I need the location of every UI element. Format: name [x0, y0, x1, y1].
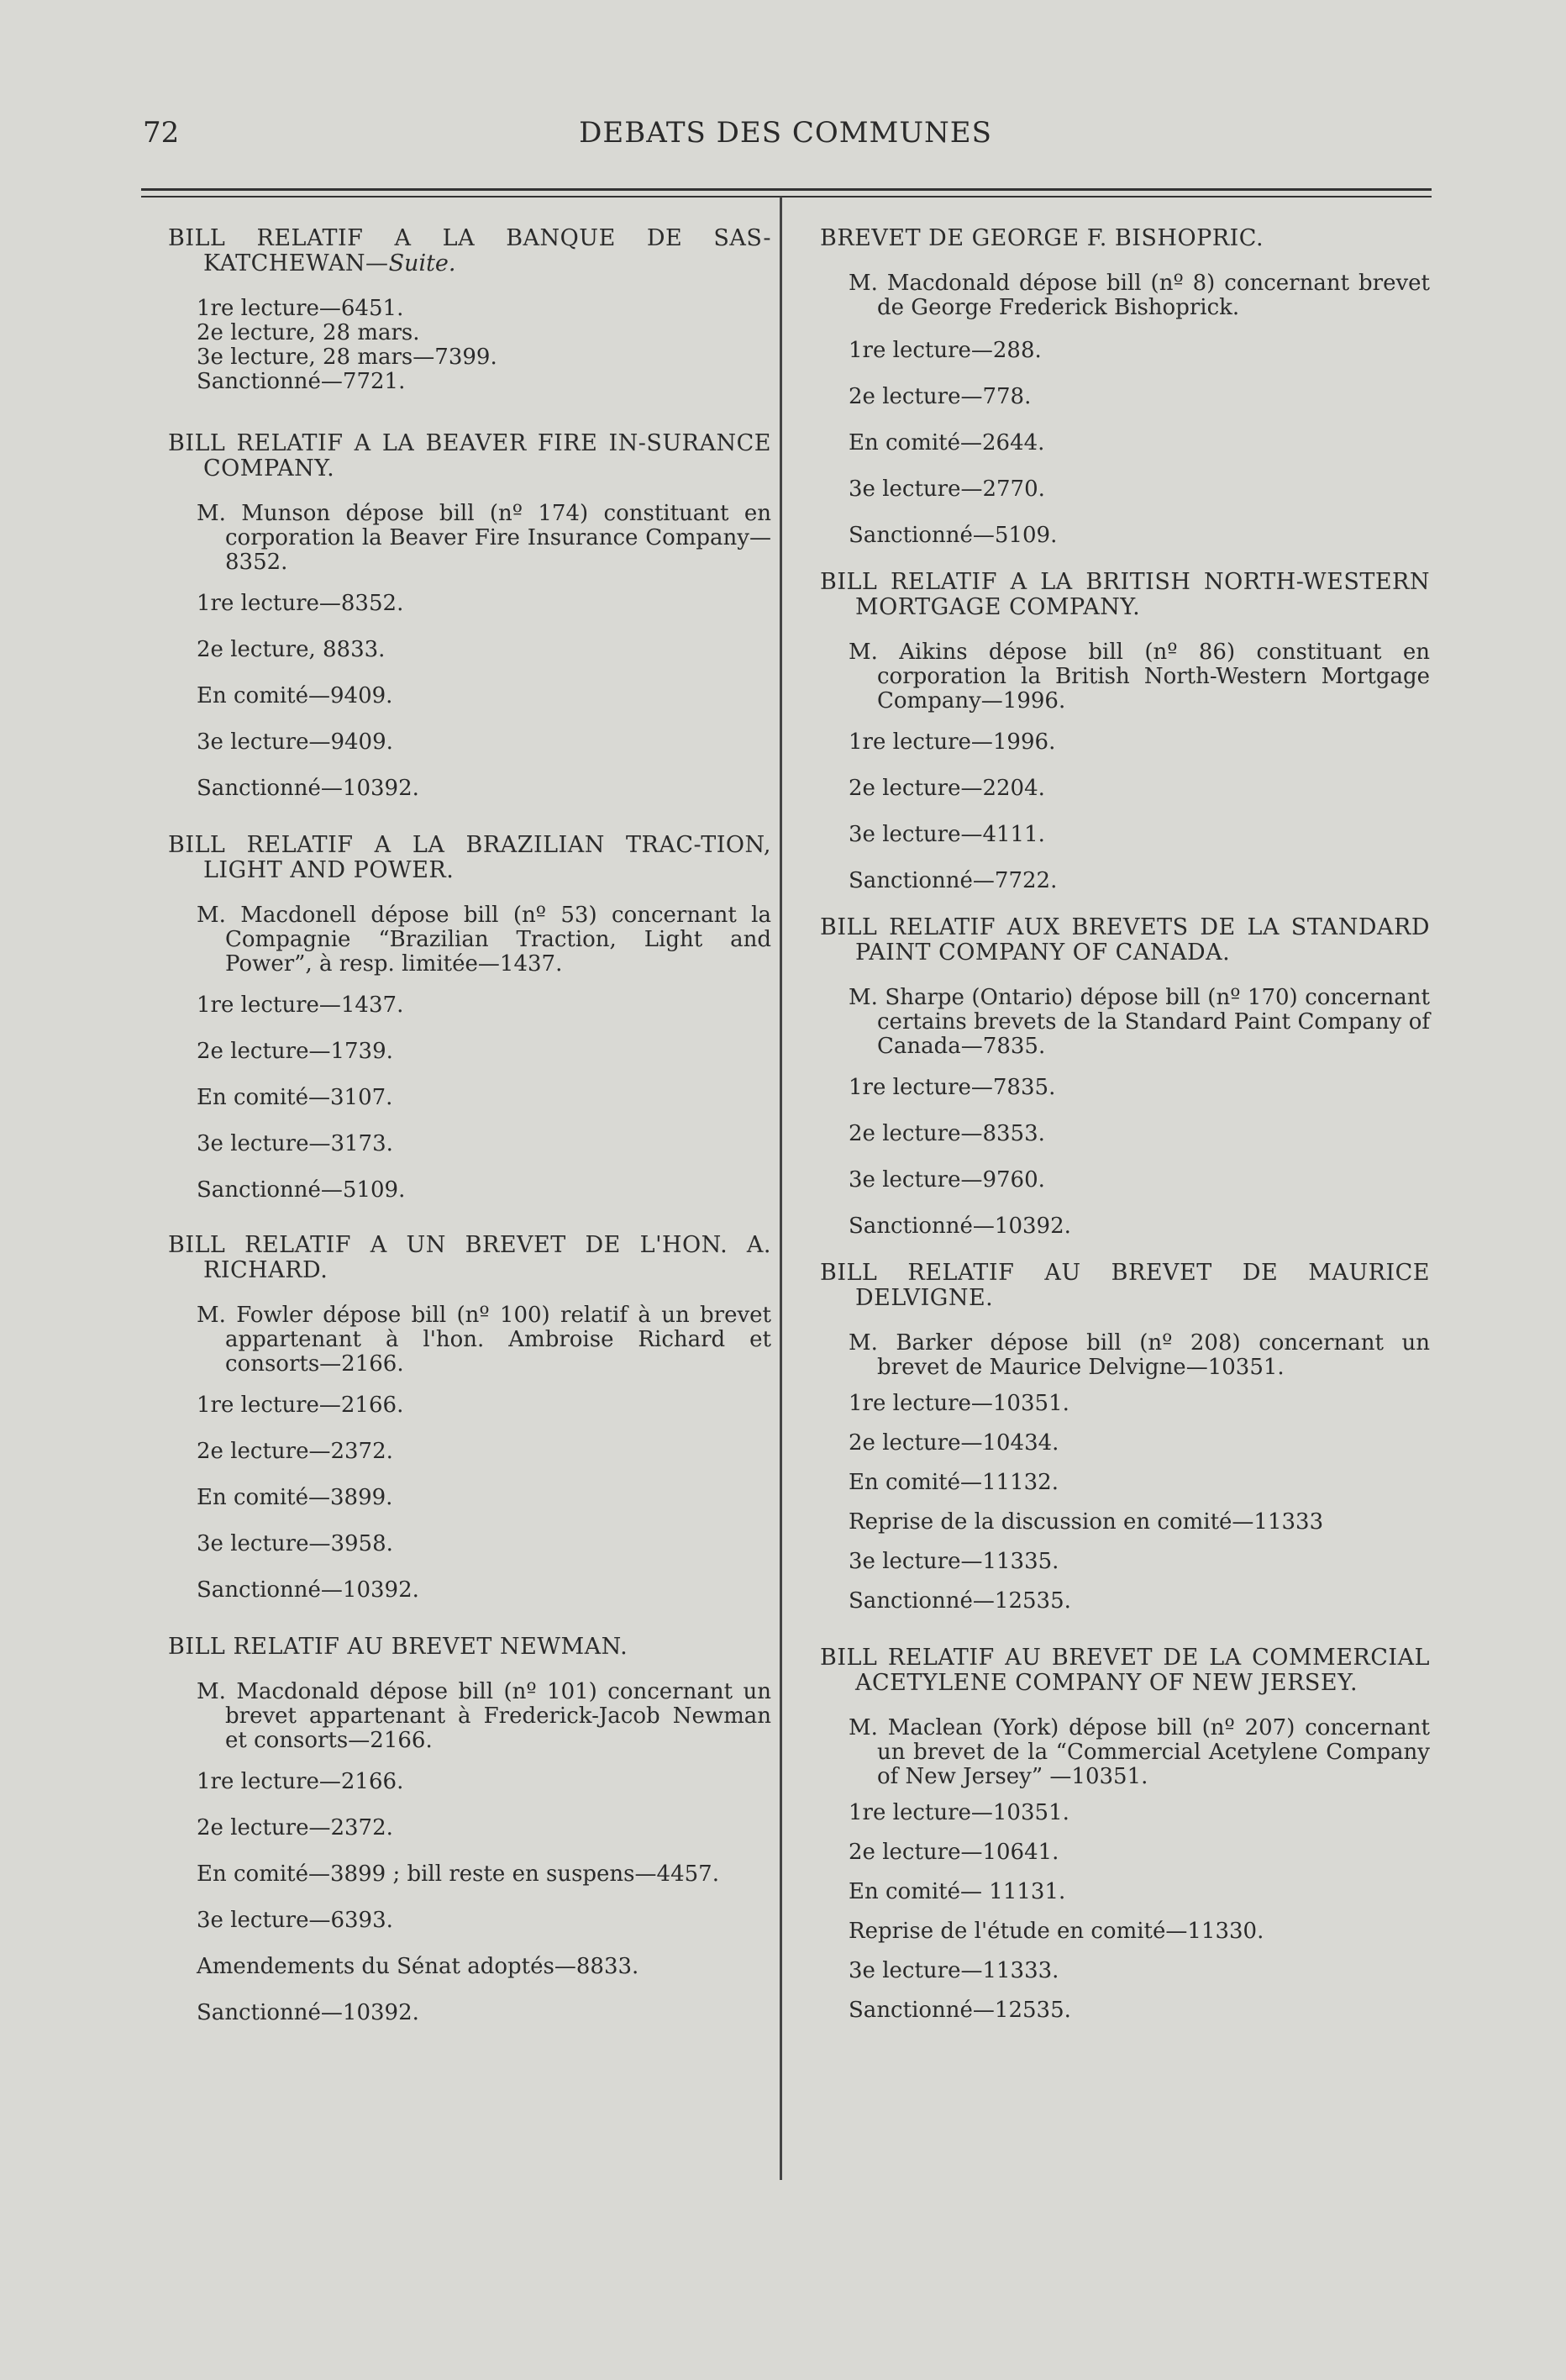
bill-title	[168, 226, 771, 276]
bill-entry	[168, 1635, 771, 2025]
bill-step: 3e lecture—11335.	[849, 1549, 1059, 1574]
bill-step: 1re lecture—2166.	[197, 1393, 404, 1418]
bill-step: Sanctionné—5109.	[197, 1177, 406, 1203]
bill-title	[820, 1645, 1430, 1696]
bill-title	[168, 1233, 771, 1283]
bill-step: 2e lecture—10641.	[849, 1840, 1059, 1865]
bill-step: 3e lecture—9409.	[197, 729, 393, 755]
bill-step: Sanctionné—10392.	[197, 2000, 419, 2025]
bill-step: En comité—3899.	[197, 1485, 393, 1510]
bill-step: 3e lecture, 28 mars—7399.	[197, 345, 497, 370]
header-rule	[141, 188, 1432, 191]
bill-step: 3e lecture—3173.	[197, 1131, 393, 1156]
bill-step: 2e lecture, 8833.	[197, 637, 386, 662]
bill-step: 1re lecture—10351.	[849, 1391, 1069, 1416]
bill-intro: M. Fowler dépose bill (nº 100) relatif à un brevet appartenant à l'hon. Ambroise Richard et consorts—2166.	[197, 1303, 771, 1377]
bill-title-text: BILL RELATIF A LA BANQUE DE SAS-KATCHEWAN—	[168, 225, 771, 276]
bill-entry	[820, 570, 1430, 893]
bill-step: Sanctionné—12535.	[849, 1588, 1071, 1614]
bill-intro: M. Macdonald dépose bill (nº 101) concernant un brevet appartenant à Frederick-Jacob Newman et consorts—2166.	[197, 1679, 771, 1753]
bill-title	[168, 1635, 771, 1660]
bill-step: En comité—9409.	[197, 683, 393, 708]
bill-title	[168, 833, 771, 883]
bill-step: 3e lecture—6393.	[197, 1908, 393, 1933]
bill-title-text: BREVET DE GEORGE F. BISHOPRIC.	[820, 225, 1264, 251]
left-column	[168, 214, 771, 2047]
bill-step: 3e lecture—9760.	[849, 1167, 1045, 1193]
page-title: DEBATS DES COMMUNES	[579, 116, 992, 150]
bill-step: En comité—2644.	[849, 430, 1045, 455]
bill-intro: M. Aikins dépose bill (nº 86) constituant en corporation la British North-Western Mortgage Company—1996.	[849, 640, 1430, 713]
bill-step: Sanctionné—12535.	[849, 1998, 1071, 2023]
bill-step: Reprise de la discussion en comité—11333	[849, 1509, 1324, 1535]
bill-entry	[820, 1645, 1430, 2023]
bill-step: Sanctionné—7721.	[197, 369, 406, 394]
bill-title	[820, 915, 1430, 966]
bill-entry	[820, 915, 1430, 1239]
bill-step: Amendements du Sénat adoptés—8833.	[197, 1954, 639, 1979]
bill-step: En comité—11132.	[849, 1470, 1059, 1495]
bill-step: 3e lecture—3958.	[197, 1531, 393, 1556]
bill-step: Sanctionné—10392.	[197, 776, 419, 801]
bill-title-text: BILL RELATIF A LA BRAZILIAN TRAC-TION, LIGHT AND POWER.	[168, 832, 771, 883]
bill-step: 2e lecture—2372.	[197, 1439, 393, 1464]
bill-entry	[168, 833, 771, 1203]
bill-title-text: BILL RELATIF AUX BREVETS DE LA STANDARD PAINT COMPANY OF CANADA.	[820, 914, 1430, 966]
bill-step: 2e lecture—778.	[849, 384, 1032, 409]
page-number: 72	[143, 116, 180, 150]
bill-step: 1re lecture—2166.	[197, 1769, 404, 1794]
bill-step: 1re lecture—8352.	[197, 591, 404, 616]
bill-step: 1re lecture—1996.	[849, 729, 1056, 755]
bill-entry	[820, 1261, 1430, 1614]
page-header	[143, 108, 1428, 158]
bill-step: 1re lecture—1437.	[197, 993, 404, 1018]
bill-entry	[168, 226, 771, 394]
bill-step: 2e lecture—1739.	[197, 1039, 393, 1064]
bill-title	[820, 570, 1430, 620]
bill-step: 2e lecture, 28 mars.	[197, 320, 420, 345]
column-divider	[780, 197, 782, 2180]
bill-step: Sanctionné—5109.	[849, 523, 1058, 548]
bill-step: Reprise de l'étude en comité—11330.	[849, 1919, 1264, 1944]
bill-title-text: BILL RELATIF AU BREVET DE MAURICE DELVIGNE.	[820, 1260, 1430, 1311]
bill-step: Sanctionné—10392.	[849, 1214, 1071, 1239]
bill-intro: M. Macdonell dépose bill (nº 53) concernant la Compagnie “Brazilian Traction, Light and Power”, à resp. limitée—1437.	[197, 903, 771, 977]
bill-title-text: BILL RELATIF A LA BEAVER FIRE IN-SURANCE COMPANY.	[168, 430, 771, 482]
bill-step: 1re lecture—6451.	[197, 296, 404, 321]
bill-step: En comité— 11131.	[849, 1879, 1066, 1904]
bill-title	[820, 1261, 1430, 1311]
bill-step: 1re lecture—10351.	[849, 1800, 1069, 1825]
bill-intro: M. Sharpe (Ontario) dépose bill (nº 170) concernant certains brevets de la Standard Paint Company of Canada—7835.	[849, 985, 1430, 1059]
bill-step: En comité—3107.	[197, 1085, 393, 1110]
bill-title	[168, 431, 771, 482]
right-column	[820, 214, 1430, 2038]
bill-step: 2e lecture—2204.	[849, 776, 1045, 801]
bill-step: 3e lecture—11333.	[849, 1958, 1059, 1983]
bill-entry	[168, 431, 771, 801]
bill-step: 2e lecture—2372.	[197, 1815, 393, 1840]
bill-intro: M. Barker dépose bill (nº 208) concernant un brevet de Maurice Delvigne—10351.	[849, 1330, 1430, 1380]
bill-title-text: BILL RELATIF A LA BRITISH NORTH-WESTERN MORTGAGE COMPANY.	[820, 569, 1430, 620]
bill-step: 1re lecture—288.	[849, 338, 1042, 363]
bill-entry	[820, 226, 1430, 548]
bill-step: 2e lecture—10434.	[849, 1430, 1059, 1456]
bill-step: 1re lecture—7835.	[849, 1075, 1056, 1100]
bill-title-suffix: Suite.	[388, 250, 456, 276]
bill-entry	[168, 1233, 771, 1603]
bill-step: Sanctionné—7722.	[849, 868, 1058, 893]
header-rule-thin	[141, 196, 1432, 197]
bill-title-text: BILL RELATIF A UN BREVET DE L'HON. A. RICHARD.	[168, 1232, 771, 1283]
bill-intro: M. Maclean (York) dépose bill (nº 207) concernant un brevet de la “Commercial Acetylene Company of New Jersey” —10351.	[849, 1715, 1430, 1789]
bill-intro: M. Macdonald dépose bill (nº 8) concernant brevet de George Frederick Bishoprick.	[849, 271, 1430, 320]
bill-step: 2e lecture—8353.	[849, 1121, 1045, 1146]
bill-title	[820, 226, 1430, 251]
bill-step: 3e lecture—4111.	[849, 822, 1045, 847]
bill-step: Sanctionné—10392.	[197, 1577, 419, 1603]
bill-title-text: BILL RELATIF AU BREVET NEWMAN.	[168, 1634, 628, 1660]
bill-intro: M. Munson dépose bill (nº 174) constituant en corporation la Beaver Fire Insurance Company—8352.	[197, 501, 771, 575]
bill-step: 3e lecture—2770.	[849, 477, 1045, 502]
bill-step: En comité—3899 ; bill reste en suspens—4457.	[197, 1861, 719, 1887]
bill-title-text: BILL RELATIF AU BREVET DE LA COMMERCIAL ACETYLENE COMPANY OF NEW JERSEY.	[820, 1645, 1430, 1696]
